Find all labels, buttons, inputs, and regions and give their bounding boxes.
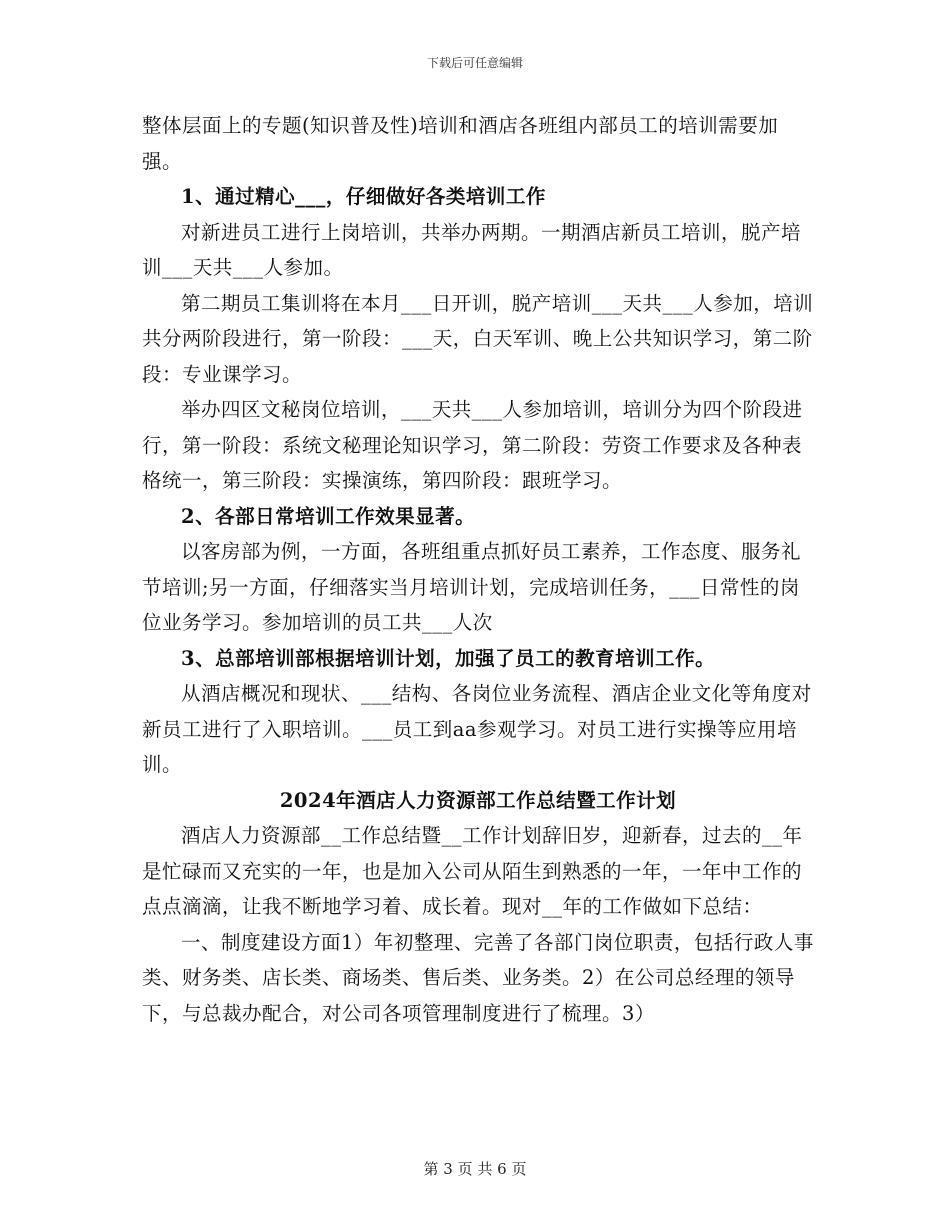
section-heading-3: 3、总部培训部根据培训计划，加强了员工的教育培训工作。: [181, 646, 716, 670]
paragraph-hq-training: 从酒店概况和现状、___结构、各岗位业务流程、酒店企业文化等角度对新员工进行了入职培训。___员工到aa参观学习。对员工进行实操等应用培训。: [142, 682, 812, 776]
document-title: 2024年酒店人力资源部工作总结暨工作计划: [279, 788, 677, 812]
paragraph-system-building: 一、制度建设方面1）年初整理、完善了各部门岗位职责，包括行政人事类、财务类、店长类、商场类、售后类、业务类。2）在公司总经理的领导下，与总裁办配合，对公司各项管理制度进行了梳理。3）: [142, 930, 814, 1025]
paragraph-housekeeping: 以客房部为例，一方面，各班组重点抓好员工素养，工作态度、服务礼节培训;另一方面，仔细落实当月培训计划，完成培训任务，___日常性的岗位业务学习。参加培训的员工共___人次: [142, 540, 802, 634]
page-header: 下载后可任意编辑: [426, 56, 523, 70]
paragraph-intro: 整体层面上的专题(知识普及性)培训和酒店各班组内部员工的培训需要加强。: [142, 114, 779, 173]
page-footer: 第 3 页 共 6 页: [423, 1160, 527, 1178]
section-heading-2: 2、各部日常培训工作效果显著。: [181, 504, 476, 528]
paragraph-second-session: 第二期员工集训将在本月___日开训，脱产培训___天共___人参加，培训共分两阶段进行，第一阶段：___天，白天军训、晚上公共知识学习，第二阶段：专业课学习。: [142, 291, 814, 386]
paragraph-new-staff-training: 对新进员工进行上岗培训，共举办两期。一期酒店新员工培训，脱产培训___天共___人参加。: [142, 220, 802, 279]
paragraph-summary-intro: 酒店人力资源部__工作总结暨__工作计划辞旧岁，迎新春，过去的__年是忙碌而又充实的一年，也是加入公司从陌生到熟悉的一年，一年中工作的点点滴滴，让我不断地学习着、成长着。现对__年的工作做如下总结：: [142, 824, 803, 918]
paragraph-secretary-training: 举办四区文秘岗位培训，___天共___人参加培训，培训分为四个阶段进行，第一阶段：系统文秘理论知识学习，第二阶段：劳资工作要求及各种表格统一，第三阶段：实操演练，第四阶段：跟班学习。: [142, 398, 803, 492]
document-body: [142, 108, 814, 1031]
section-heading-1: 1、通过精心___，仔细做好各类培训工作: [181, 185, 546, 208]
